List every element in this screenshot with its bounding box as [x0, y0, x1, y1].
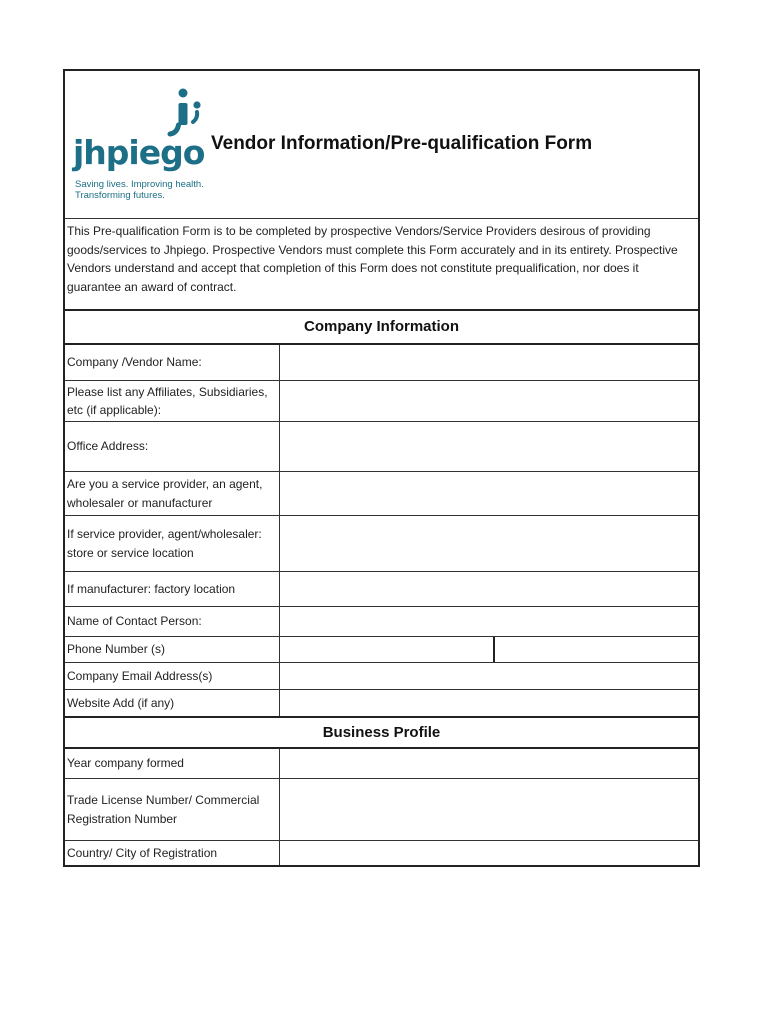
logo-mark-icon — [73, 79, 213, 139]
label-phone-number: Phone Number (s) — [67, 642, 166, 657]
label-website: Website Add (if any) — [67, 695, 175, 710]
section-heading-business-profile: Business Profile — [322, 724, 441, 741]
tagline-line-1: Saving lives. Improving health. — [75, 179, 204, 190]
jhpiego-logo — [73, 79, 213, 209]
brand-tagline — [75, 179, 204, 201]
office-address-field[interactable] — [280, 422, 698, 471]
phone-number-field-2[interactable] — [495, 637, 698, 662]
label-year-formed: Year company formed — [67, 756, 184, 771]
label-office-address: Office Address: — [67, 439, 149, 454]
divider — [65, 218, 698, 219]
provider-type-field[interactable] — [280, 472, 698, 515]
label-affiliates: Please list any Affiliates, Subsidiaries, etc (if applicable): — [67, 384, 268, 417]
company-vendor-name-field[interactable] — [280, 345, 698, 380]
label-country-city-registration: Country/ City of Registration — [67, 846, 218, 861]
label-company-vendor-name: Company /Vendor Name: — [67, 355, 202, 370]
year-formed-field[interactable] — [280, 749, 698, 778]
brand-wordmark: jhpiego — [73, 133, 205, 172]
label-factory-location: If manufacturer: factory location — [67, 581, 236, 596]
country-city-registration-field[interactable] — [280, 841, 698, 866]
factory-location-field[interactable] — [280, 572, 698, 606]
label-company-email: Company Email Address(s) — [67, 668, 213, 683]
label-contact-person: Name of Contact Person: — [67, 614, 202, 629]
service-location-field[interactable] — [280, 516, 698, 571]
affiliates-field[interactable] — [280, 381, 698, 421]
company-email-field[interactable] — [280, 663, 698, 689]
phone-number-field-1[interactable] — [280, 637, 493, 662]
vendor-form — [63, 69, 700, 867]
form-title: Vendor Information/Pre-qualification Form — [211, 133, 593, 154]
contact-person-field[interactable] — [280, 607, 698, 636]
tagline-line-2: Transforming futures. — [75, 190, 165, 201]
intro-paragraph: This Pre-qualification Form is to be completed by prospective Vendors/Service Providers desirous of providing goods/services to Jhpiego. Prospective Vendors must complete this Form accurately and in its entirety. Prospective Vendors understand and accept that completion of this Form does not constitute prequalification, nor does it guarantee an award of contract. — [67, 224, 678, 294]
label-trade-license: Trade License Number/ Commercial Registration Number — [67, 793, 260, 826]
section-heading-company-information: Company Information — [303, 318, 459, 335]
label-service-location: If service provider, agent/wholesaler: store or service location — [67, 527, 262, 560]
website-field[interactable] — [280, 690, 698, 716]
trade-license-field[interactable] — [280, 779, 698, 840]
label-provider-type: Are you a service provider, an agent, wholesaler or manufacturer — [67, 477, 263, 510]
